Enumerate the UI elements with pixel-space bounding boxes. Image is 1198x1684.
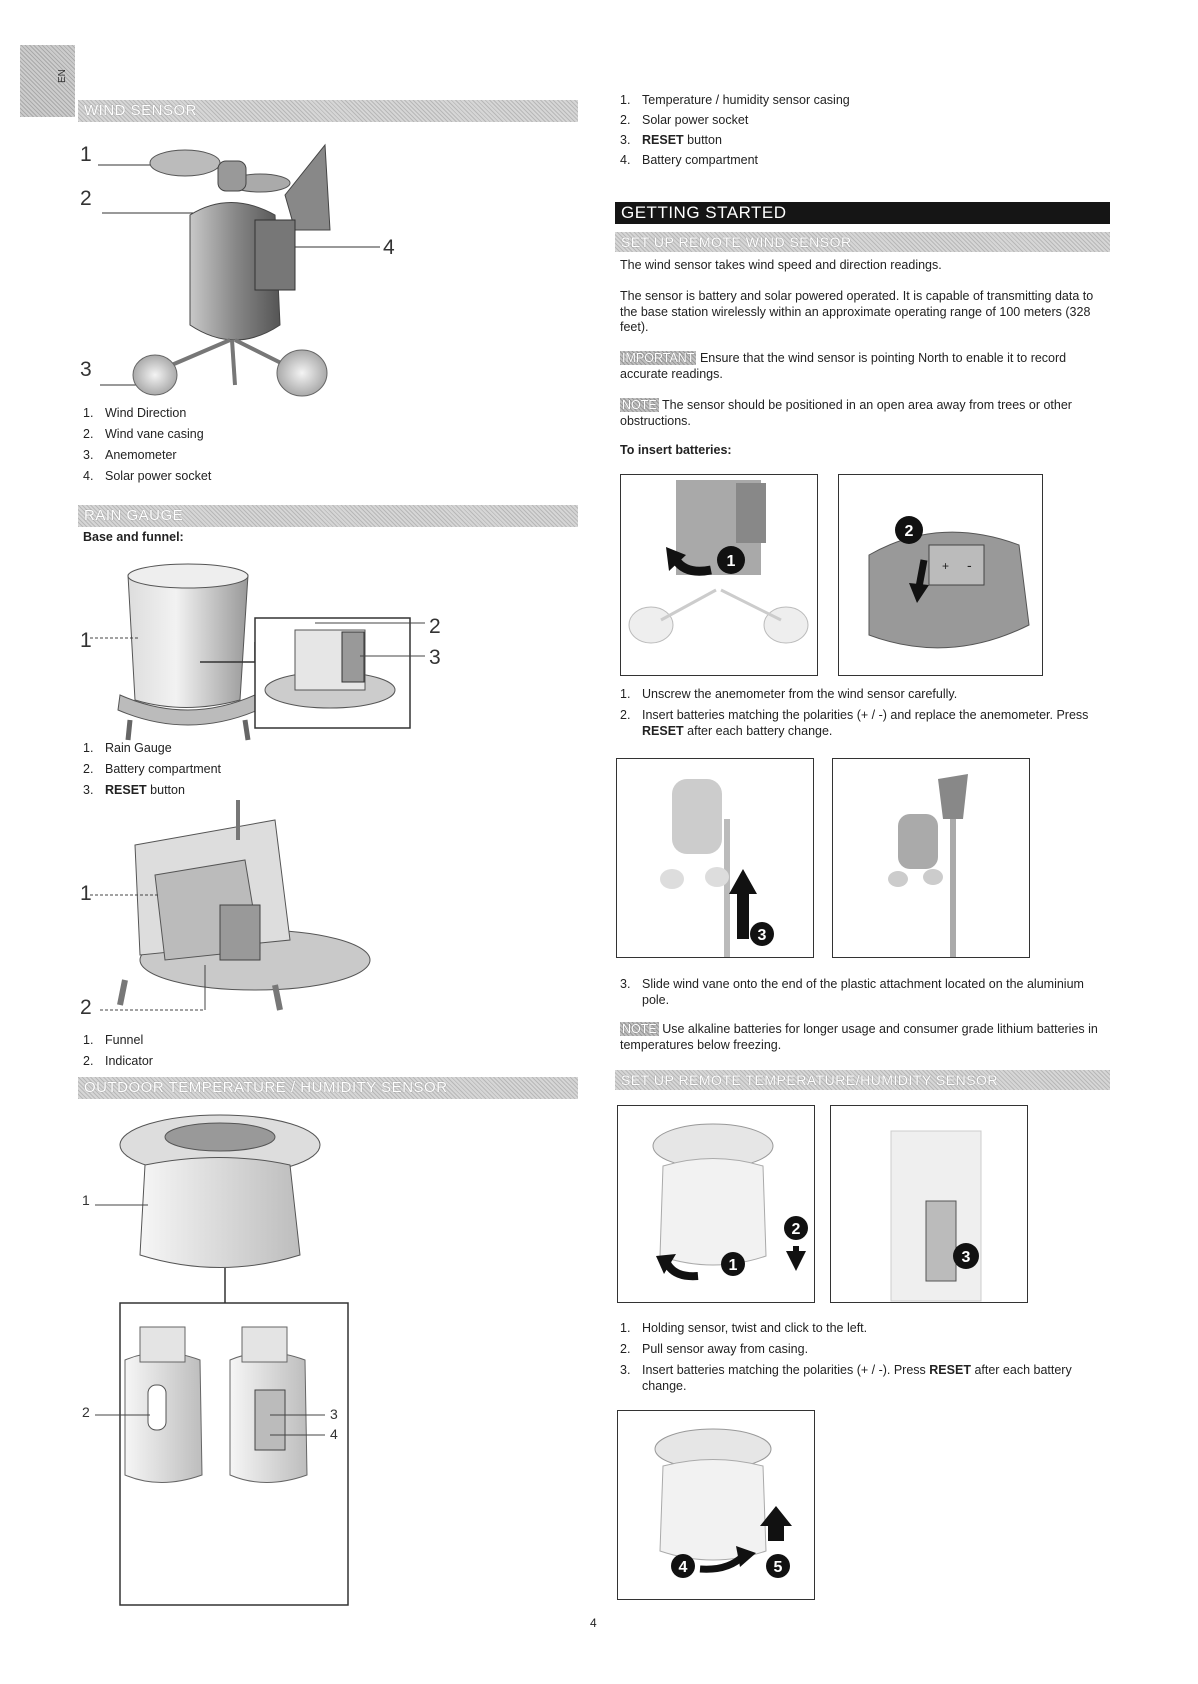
svg-text:+: + [942, 559, 950, 573]
list-item: 3. RESET button [620, 133, 722, 147]
wind-callout-3: 3 [80, 358, 92, 381]
step-3-image-a [616, 758, 814, 958]
step-1-image [620, 474, 818, 676]
list-item: 2. Pull sensor away from casing. [620, 1342, 809, 1356]
svg-text:-: - [967, 557, 972, 573]
list-item: 2. Solar power socket [620, 113, 749, 127]
setup-th-heading: SET UP REMOTE TEMPERATURE/HUMIDITY SENSOR [615, 1070, 1110, 1090]
outdoor-callout-3: 3 [330, 1406, 338, 1422]
getting-started-heading: GETTING STARTED [615, 202, 1110, 224]
list-item: 3. Slide wind vane onto the end of the plastic attachment located on the aluminium pole. [620, 977, 1084, 1007]
note-tag: NOTE [622, 1022, 657, 1036]
rain-callout-3: 3 [429, 646, 441, 669]
rain-parts-list [83, 738, 483, 801]
svg-text:4: 4 [678, 1559, 688, 1576]
rain-callout-1: 1 [80, 629, 92, 652]
list-item: 1. Rain Gauge [83, 741, 172, 755]
funnel-illustration [80, 800, 400, 1020]
th-parts-list [620, 90, 1100, 170]
language-tab-label: EN [57, 69, 68, 83]
wind-sensor-heading: WIND SENSOR [78, 100, 578, 122]
svg-text:2: 2 [904, 523, 914, 540]
insert-batteries-title: To insert batteries: [620, 443, 732, 457]
list-item: 1. Holding sensor, twist and click to the left. [620, 1321, 868, 1335]
list-item: 1. Temperature / humidity sensor casing [620, 93, 850, 107]
page-number: 4 [590, 1616, 597, 1630]
note-paragraph-2: NOTE Use alkaline batteries for longer usage and consumer grade lithium batteries in temperatures below freezing. [620, 1022, 1098, 1052]
important-paragraph: IMPORTANT Ensure that the wind sensor is pointing North to enable it to record accurate readings. [620, 351, 1067, 381]
list-item: 1. Wind Direction [83, 406, 187, 420]
important-tag: IMPORTANT [622, 351, 695, 365]
svg-text:2: 2 [791, 1221, 801, 1238]
wind-callout-4: 4 [383, 236, 395, 259]
th-step-1-image [617, 1105, 815, 1303]
svg-text:5: 5 [773, 1559, 783, 1576]
list-item: 2. Battery compartment [83, 762, 222, 776]
outdoor-callout-2: 2 [82, 1404, 90, 1420]
list-item: 2. Wind vane casing [83, 427, 204, 441]
funnel-callout-2: 2 [80, 996, 92, 1019]
outdoor-sensor-heading: OUTDOOR TEMPERATURE / HUMIDITY SENSOR [78, 1077, 578, 1099]
rain-gauge-subheading: Base and funnel: [83, 530, 184, 544]
setup-wind-heading: SET UP REMOTE WIND SENSOR [615, 232, 1110, 252]
svg-text:3: 3 [961, 1249, 971, 1266]
svg-text:3: 3 [757, 927, 767, 944]
note-tag: NOTE [622, 398, 657, 412]
rain-callout-2: 2 [429, 615, 441, 638]
list-item: 4. Solar power socket [83, 469, 212, 483]
list-item: 4. Battery compartment [620, 153, 759, 167]
svg-text:1: 1 [726, 553, 736, 570]
wind-steps-list-a [620, 686, 1100, 739]
list-item: 2. Indicator [83, 1054, 153, 1068]
list-item: 3. RESET button [83, 783, 185, 797]
th-steps-list [620, 1320, 1100, 1394]
list-item: 1. Funnel [83, 1033, 144, 1047]
wind-parts-list [83, 403, 483, 487]
note-paragraph-1: NOTE The sensor should be positioned in an open area away from trees or other obstructions. [620, 398, 1072, 428]
wind-callout-1: 1 [80, 143, 92, 166]
list-item: 2. Insert batteries matching the polarities (+ / -) and replace the anemometer. Press RESET after each battery change. [620, 708, 1089, 738]
list-item: 3. Insert batteries matching the polarities (+ / -). Press RESET after each battery change. [620, 1363, 1072, 1393]
funnel-parts-list [83, 1030, 483, 1072]
power-paragraph: The sensor is battery and solar powered operated. It is capable of transmitting data to the base station wirelessly within an approximate operating range of 100 meters (328 feet). [620, 289, 1094, 334]
language-tab [20, 45, 75, 117]
outdoor-sensor-illustration [80, 1105, 440, 1610]
wind-sensor-illustration [80, 135, 440, 435]
th-step-2-image [830, 1105, 1028, 1303]
rain-gauge-heading: RAIN GAUGE [78, 505, 578, 527]
outdoor-callout-4: 4 [330, 1426, 338, 1442]
wind-steps-list-b [620, 976, 1100, 1008]
wind-callout-2: 2 [80, 187, 92, 210]
list-item: 1. Unscrew the anemometer from the wind sensor carefully. [620, 687, 958, 701]
step-2-image [838, 474, 1043, 676]
step-3-image-b [832, 758, 1030, 958]
intro-paragraph: The wind sensor takes wind speed and direction readings. [620, 258, 942, 272]
list-item: 3. Anemometer [83, 448, 177, 462]
svg-text:1: 1 [728, 1257, 738, 1274]
funnel-callout-1: 1 [80, 882, 92, 905]
outdoor-callout-1: 1 [82, 1192, 90, 1208]
th-step-4-5-image [617, 1410, 815, 1600]
